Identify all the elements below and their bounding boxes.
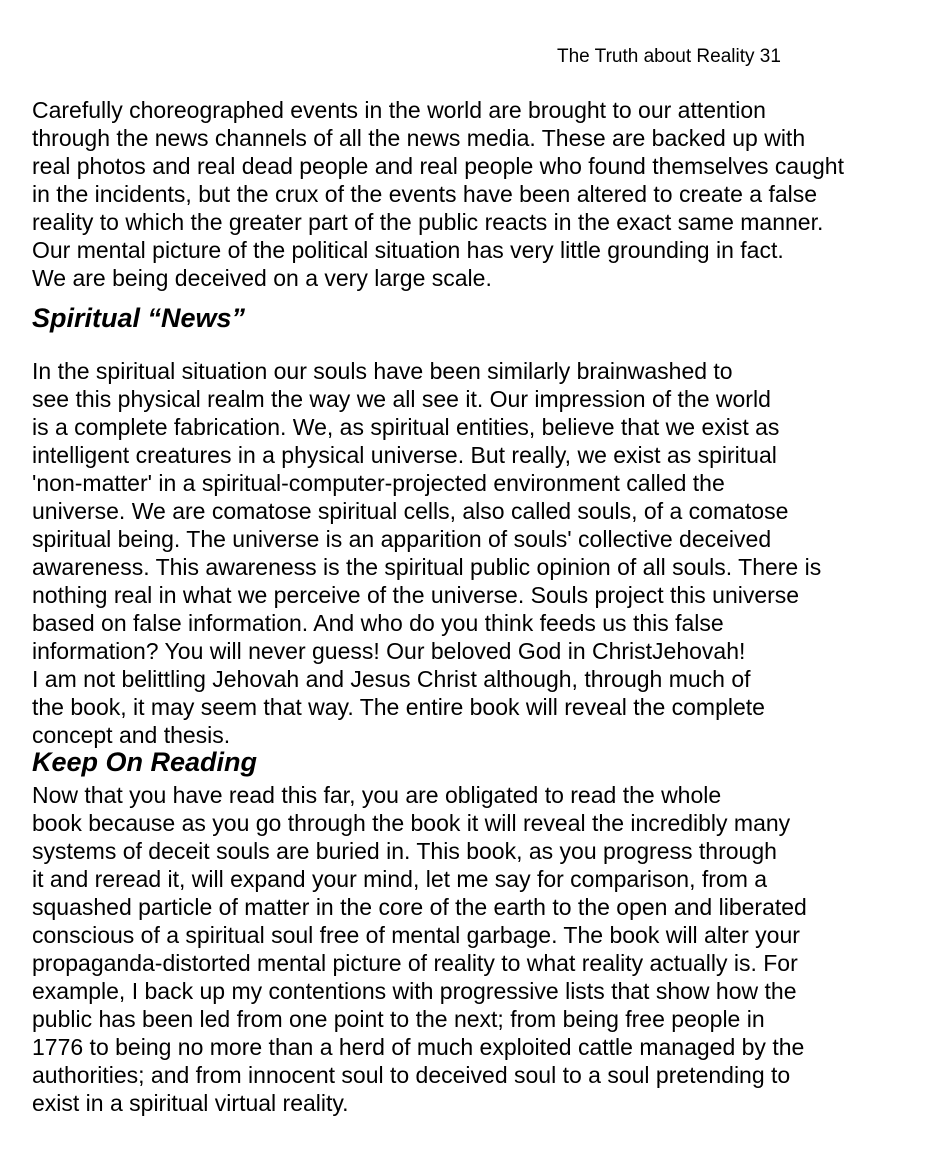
text-line: intelligent creatures in a physical universe. But really, we exist as spiritual [32, 442, 777, 468]
text-line: squashed particle of matter in the core of the earth to the open and liberated [32, 894, 807, 920]
text-line: see this physical realm the way we all see it. Our impression of the world [32, 386, 771, 412]
text-line: Carefully choreographed events in the world are brought to our attention [32, 97, 766, 123]
text-line: nothing real in what we perceive of the universe. Souls project this universe [32, 582, 800, 608]
text-line: information? You will never guess! Our beloved God in ChristJehovah! [32, 638, 746, 664]
section-heading-spiritual-news: Spiritual “News” [32, 303, 246, 333]
text-line: propaganda-distorted mental picture of reality to what reality actually is. For [32, 950, 798, 976]
text-line: example, I back up my contentions with progressive lists that show how the [32, 978, 797, 1004]
text-line: awareness. This awareness is the spiritual public opinion of all souls. There is [32, 554, 822, 580]
page-running-header: The Truth about Reality 31 [557, 46, 781, 67]
text-line: real photos and real dead people and real people who found themselves caught [32, 153, 844, 179]
text-line: spiritual being. The universe is an apparition of souls' collective deceived [32, 526, 772, 552]
keep-on-reading-paragraph [32, 781, 807, 1117]
text-line: is a complete fabrication. We, as spiritual entities, believe that we exist as [32, 414, 780, 440]
text-line: based on false information. And who do you think feeds us this false [32, 610, 724, 636]
text-line: We are being deceived on a very large scale. [32, 265, 492, 291]
text-line: exist in a spiritual virtual reality. [32, 1090, 349, 1116]
text-line: in the incidents, but the crux of the events have been altered to create a false [32, 181, 818, 207]
text-line: systems of deceit souls are buried in. This book, as you progress through [32, 838, 777, 864]
text-line: it and reread it, will expand your mind, let me say for comparison, from a [32, 866, 768, 892]
text-line: 'non-matter' in a spiritual-computer-projected environment called the [32, 470, 725, 496]
section-heading-keep-on-reading: Keep On Reading [32, 747, 258, 777]
text-line: 1776 to being no more than a herd of much exploited cattle managed by the [32, 1034, 805, 1060]
text-line: authorities; and from innocent soul to deceived soul to a soul pretending to [32, 1062, 791, 1088]
spiritual-news-paragraph [32, 357, 821, 749]
text-line: public has been led from one point to the next; from being free people in [32, 1006, 765, 1032]
text-line: I am not belittling Jehovah and Jesus Christ although, through much of [32, 666, 751, 692]
text-line: Now that you have read this far, you are obligated to read the whole [32, 782, 722, 808]
text-line: the book, it may seem that way. The entire book will reveal the complete [32, 694, 765, 720]
text-line: In the spiritual situation our souls have been similarly brainwashed to [32, 358, 733, 384]
text-line: Our mental picture of the political situation has very little grounding in fact. [32, 237, 784, 263]
text-line: concept and thesis. [32, 722, 231, 748]
text-line: through the news channels of all the news media. These are backed up with [32, 125, 806, 151]
text-line: reality to which the greater part of the public reacts in the exact same manner. [32, 209, 824, 235]
text-line: book because as you go through the book it will reveal the incredibly many [32, 810, 791, 836]
text-line: conscious of a spiritual soul free of mental garbage. The book will alter your [32, 922, 800, 948]
intro-paragraph [32, 96, 844, 292]
text-line: universe. We are comatose spiritual cells, also called souls, of a comatose [32, 498, 789, 524]
